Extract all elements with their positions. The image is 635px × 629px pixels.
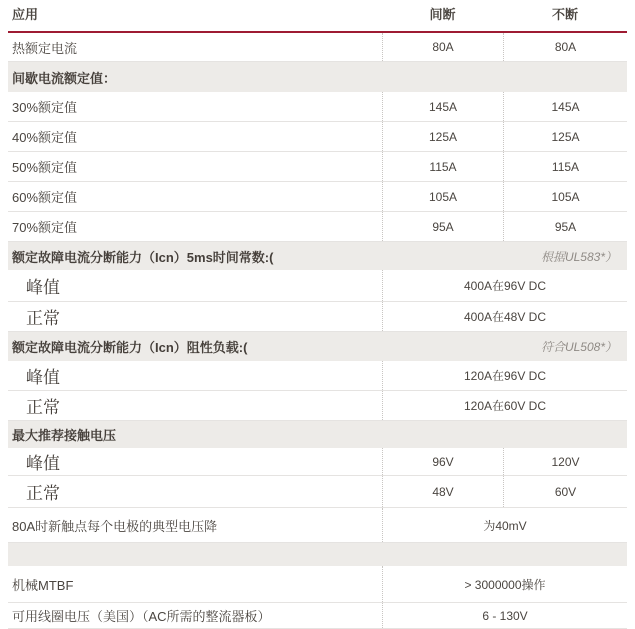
row-value-intermittent: 125A — [382, 122, 503, 151]
row-value-continuous: 80A — [503, 33, 627, 61]
table-row-mechanical-mtbf — [8, 566, 627, 603]
table-row-70pct — [8, 212, 627, 242]
table-row-normal-5ms — [8, 302, 627, 332]
row-label: 峰值 — [26, 368, 60, 387]
specification-table — [8, 0, 627, 629]
table-row-peak-resistive — [8, 361, 627, 391]
row-value-intermittent: 145A — [382, 92, 503, 121]
table-header-row — [8, 0, 627, 33]
row-value-continuous: 105A — [503, 182, 627, 211]
section-title: 额定故障电流分断能力（Icn）5ms时间常数:( — [12, 249, 274, 265]
row-label: 峰值 — [26, 454, 60, 473]
row-value-continuous: 95A — [503, 212, 627, 241]
row-value-continuous: 115A — [503, 152, 627, 181]
row-value-intermittent: 48V — [382, 476, 503, 507]
row-value-span: > 3000000操作 — [382, 566, 627, 602]
row-value-continuous: 145A — [503, 92, 627, 121]
table-row-thermal-current — [8, 33, 627, 62]
row-value-continuous: 120V — [503, 448, 627, 475]
table-row-peak-5ms — [8, 270, 627, 302]
row-label: 30%额定值 — [12, 100, 78, 115]
row-value-span: 为40mV — [382, 508, 627, 542]
table-row-coil-voltage — [8, 603, 627, 629]
section-row-intermittent-ratings — [8, 62, 627, 92]
section-row-max-contact-voltage — [8, 421, 627, 448]
section-note-standard: 符合UL508*） — [540, 340, 617, 354]
column-header-intermittent: 间断 — [429, 7, 456, 22]
row-label: 80A时新触点每个电极的典型电压降 — [12, 518, 218, 534]
row-value-intermittent: 105A — [382, 182, 503, 211]
row-value-span: 120A在96V DC — [382, 361, 627, 390]
table-row-50pct — [8, 152, 627, 182]
table-row-60pct — [8, 182, 627, 212]
row-value-span: 400A在96V DC — [382, 270, 627, 301]
table-row-voltage-drop — [8, 508, 627, 543]
row-label: 正常 — [26, 309, 60, 328]
row-label: 40%额定值 — [12, 130, 78, 145]
section-title: 间歇电流额定值： — [12, 70, 117, 86]
row-label: 热额定电流 — [12, 40, 78, 56]
row-value-intermittent: 80A — [382, 33, 503, 61]
column-header-application: 应用 — [12, 7, 39, 22]
row-label: 机械MTBF — [12, 577, 74, 593]
row-value-span: 400A在48V DC — [382, 302, 627, 331]
section-empty-row — [8, 543, 627, 566]
section-row-fault-current-resistive — [8, 332, 627, 361]
table-row-peak-voltage — [8, 448, 627, 476]
row-label: 60%额定值 — [12, 190, 78, 205]
row-value-continuous: 125A — [503, 122, 627, 151]
row-label: 可用线圈电压（美国）（AC所需的整流器板） — [12, 609, 271, 624]
row-value-intermittent: 95A — [382, 212, 503, 241]
table-row-normal-resistive — [8, 391, 627, 421]
section-title: 最大推荐接触电压 — [12, 428, 117, 443]
row-label: 50%额定值 — [12, 160, 78, 175]
row-label: 峰值 — [26, 278, 60, 297]
column-header-continuous: 不断 — [551, 7, 578, 22]
row-label: 正常 — [26, 484, 60, 503]
section-row-fault-current-5ms — [8, 242, 627, 270]
table-row-30pct — [8, 92, 627, 122]
section-title: 额定故障电流分断能力（Icn）阻性负载:( — [12, 340, 248, 355]
row-value-intermittent: 115A — [382, 152, 503, 181]
table-row-normal-voltage — [8, 476, 627, 508]
row-label: 正常 — [26, 398, 60, 417]
section-note-standard: 根据UL583*） — [540, 249, 617, 264]
table-row-40pct — [8, 122, 627, 152]
row-value-intermittent: 96V — [382, 448, 503, 475]
row-value-continuous: 60V — [503, 476, 627, 507]
row-value-span: 120A在60V DC — [382, 391, 627, 420]
row-label: 70%额定值 — [12, 220, 78, 235]
row-value-span: 6 - 130V — [382, 603, 627, 628]
